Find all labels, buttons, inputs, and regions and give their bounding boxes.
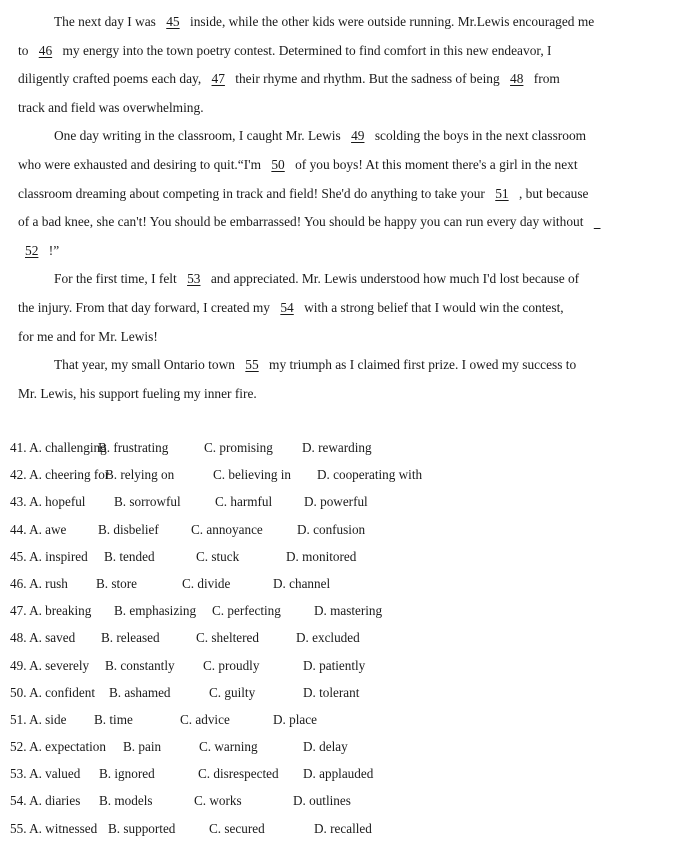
option-text: C. perfecting — [212, 603, 281, 619]
option-c — [196, 624, 259, 651]
passage-text: my triumph as I claimed first prize. I owed my success to — [265, 357, 577, 373]
option-text: B. relying on — [105, 467, 175, 483]
option-c — [204, 434, 273, 461]
passage-line — [18, 380, 682, 409]
question-number: 48. — [10, 630, 27, 646]
option-c — [194, 787, 242, 814]
option-text: A. expectation — [29, 739, 106, 755]
option-a — [10, 760, 80, 787]
option-d — [303, 733, 348, 760]
option-b — [105, 461, 174, 488]
reading-passage — [18, 8, 682, 408]
option-c — [198, 760, 279, 787]
passage-text: with a strong belief that I would win the contest, — [300, 299, 564, 315]
question-number: 42. — [10, 467, 27, 483]
passage-text: for me and for Mr. Lewis! — [18, 328, 158, 344]
option-text: D. excluded — [296, 630, 360, 646]
option-a — [10, 434, 107, 461]
option-text: A. severely — [29, 657, 90, 673]
option-c — [196, 543, 239, 570]
passage-line — [18, 151, 682, 180]
option-text: C. promising — [204, 440, 273, 455]
option-c — [209, 679, 255, 706]
passage-line — [18, 208, 682, 237]
passage-text: For the first time, I felt — [54, 271, 181, 287]
option-text: C. guilty — [209, 684, 256, 700]
question-number: 41. — [10, 440, 27, 455]
passage-text: to — [18, 42, 32, 58]
option-b — [98, 434, 168, 461]
option-text: D. patiently — [303, 657, 366, 673]
option-text: C. annoyance — [191, 521, 263, 537]
option-text: B. disbelief — [98, 521, 159, 537]
option-text: B. time — [94, 711, 133, 727]
question-row-48 — [10, 624, 682, 651]
option-b — [101, 624, 160, 651]
option-a — [10, 597, 91, 624]
passage-text: !” — [45, 242, 60, 258]
option-text: A. challenging — [29, 440, 107, 455]
question-number: 46. — [10, 575, 27, 591]
option-text: C. works — [194, 793, 242, 809]
option-b — [105, 652, 175, 679]
question-number: 43. — [10, 494, 27, 510]
question-number: 45. — [10, 548, 27, 564]
option-d — [297, 516, 365, 543]
passage-line — [18, 8, 682, 37]
option-b — [123, 733, 161, 760]
blank-number: 54 — [280, 299, 294, 315]
passage-text: diligently crafted poems each day, — [18, 71, 205, 87]
option-a — [10, 543, 88, 570]
option-a — [10, 652, 89, 679]
passage-line — [18, 180, 682, 209]
option-c — [203, 652, 259, 679]
option-text: B. tended — [104, 548, 155, 564]
option-text: C. stuck — [196, 548, 240, 564]
option-d — [273, 706, 317, 733]
option-a — [10, 516, 66, 543]
passage-text: of a bad knee, she can't! You should be embarrassed! You should be happy you can run every day without — [18, 214, 587, 230]
passage-text: the injury. From that day forward, I created my — [18, 299, 274, 315]
option-b — [104, 543, 155, 570]
passage-text: , but because — [515, 185, 589, 201]
option-a — [10, 706, 66, 733]
question-row-41 — [10, 434, 682, 461]
option-text: B. ashamed — [109, 684, 171, 700]
option-a — [10, 461, 109, 488]
passage-line — [18, 237, 682, 266]
option-text: B. emphasizing — [114, 603, 197, 619]
passage-text: Mr. Lewis, his support fueling my inner fire. — [18, 385, 257, 401]
option-c — [182, 570, 230, 597]
option-text: C. disrespected — [198, 766, 279, 782]
option-b — [98, 516, 159, 543]
option-text: B. supported — [108, 820, 176, 836]
blank-number: 51 — [495, 185, 509, 201]
question-row-51 — [10, 706, 682, 733]
option-text: C. secured — [209, 820, 265, 836]
option-text: B. models — [99, 793, 153, 809]
option-text: C. harmful — [215, 494, 273, 510]
blank-number: 49 — [351, 128, 365, 144]
passage-text: inside, while the other kids were outside running. Mr.Lewis encouraged me — [186, 14, 595, 29]
option-text: A. breaking — [29, 603, 92, 619]
option-c — [199, 733, 258, 760]
passage-line — [18, 94, 682, 123]
option-a — [10, 787, 80, 814]
passage-text: The next day I was — [54, 14, 160, 29]
passage-text: That year, my small Ontario town — [54, 357, 239, 373]
passage-text: classroom dreaming about competing in track and field! She'd do anything to take your — [18, 185, 489, 201]
option-c — [213, 461, 291, 488]
question-number: 49. — [10, 657, 27, 673]
passage-text: from — [530, 71, 560, 87]
option-text: B. constantly — [105, 657, 175, 673]
blank-number: 52 — [25, 242, 39, 258]
option-b — [114, 597, 196, 624]
question-row-42 — [10, 461, 682, 488]
option-a — [10, 570, 68, 597]
blank-number: 50 — [271, 156, 285, 172]
passage-text: track and field was overwhelming. — [18, 99, 204, 115]
question-number: 52. — [10, 739, 27, 755]
option-text: B. frustrating — [98, 440, 169, 455]
option-text: D. recalled — [314, 820, 372, 836]
blank-number: 45 — [166, 14, 180, 29]
question-row-54 — [10, 787, 682, 814]
option-a — [10, 488, 85, 515]
option-d — [303, 652, 365, 679]
passage-line — [18, 122, 682, 151]
option-text: B. sorrowful — [114, 494, 181, 510]
passage-line — [18, 265, 682, 294]
question-number: 55. — [10, 820, 27, 836]
option-a — [10, 679, 95, 706]
passage-text: my energy into the town poetry contest. Determined to find comfort in this new endeavor, I — [59, 42, 552, 58]
blank-number: 47 — [211, 71, 225, 87]
passage-line — [18, 323, 682, 352]
question-number: 47. — [10, 603, 27, 619]
passage-line — [18, 37, 682, 66]
option-text: B. released — [101, 630, 160, 646]
option-a — [10, 733, 106, 760]
blank-number — [587, 214, 608, 229]
option-d — [302, 434, 372, 461]
option-text: D. rewarding — [302, 440, 372, 455]
question-number: 53. — [10, 766, 27, 782]
option-b — [114, 488, 181, 515]
option-a — [10, 624, 75, 651]
option-text: D. applauded — [303, 766, 374, 782]
option-text: A. inspired — [29, 548, 88, 564]
option-text: B. store — [96, 575, 138, 591]
blank-number: 48 — [510, 71, 524, 87]
option-text: D. tolerant — [303, 684, 360, 700]
option-text: A. confident — [29, 684, 95, 700]
question-row-49 — [10, 652, 682, 679]
passage-text: and appreciated. Mr. Lewis understood how much I'd lost because of — [207, 271, 580, 287]
question-number: 44. — [10, 521, 27, 537]
blank-number: 55 — [245, 357, 259, 373]
option-text: D. outlines — [293, 793, 351, 809]
option-c — [180, 706, 230, 733]
option-d — [303, 760, 373, 787]
option-text: A. hopeful — [29, 494, 86, 510]
option-d — [314, 597, 382, 624]
option-text: A. rush — [29, 575, 68, 591]
blank-number: 53 — [187, 271, 201, 287]
option-text: B. ignored — [99, 766, 155, 782]
passage-text: their rhyme and rhythm. But the sadness of being — [231, 71, 504, 87]
question-row-47 — [10, 597, 682, 624]
question-row-53 — [10, 760, 682, 787]
option-text: D. channel — [273, 575, 331, 591]
option-c — [191, 516, 263, 543]
passage-line — [18, 294, 682, 323]
option-text: C. believing in — [213, 467, 292, 483]
option-text: C. sheltered — [196, 630, 259, 646]
option-text: A. diaries — [29, 793, 81, 809]
question-number: 54. — [10, 793, 27, 809]
passage-line — [18, 351, 682, 380]
option-d — [293, 787, 351, 814]
question-number: 50. — [10, 684, 27, 700]
option-d — [286, 543, 356, 570]
answer-options-list — [10, 434, 682, 842]
option-text: C. divide — [182, 575, 231, 591]
passage-text: One day writing in the classroom, I caught Mr. Lewis — [54, 128, 345, 144]
option-d — [296, 624, 360, 651]
blank-number: 46 — [38, 42, 53, 58]
option-d — [303, 679, 359, 706]
option-c — [215, 488, 272, 515]
option-text: C. proudly — [203, 657, 260, 673]
option-b — [109, 679, 171, 706]
option-d — [304, 488, 368, 515]
option-b — [96, 570, 137, 597]
option-text: A. valued — [29, 766, 81, 782]
question-number: 51. — [10, 711, 27, 727]
option-text: D. confusion — [297, 521, 366, 537]
question-row-45 — [10, 543, 682, 570]
option-b — [99, 787, 152, 814]
question-row-44 — [10, 516, 682, 543]
option-b — [99, 760, 155, 787]
option-text: A. awe — [29, 521, 67, 537]
option-text: D. mastering — [314, 603, 383, 619]
option-text: A. saved — [29, 630, 76, 646]
option-text: B. pain — [123, 739, 162, 755]
question-row-43 — [10, 488, 682, 515]
question-row-52 — [10, 733, 682, 760]
option-text: C. advice — [180, 711, 230, 727]
option-text: D. delay — [303, 739, 348, 755]
option-text: D. powerful — [304, 494, 368, 510]
option-b — [94, 706, 133, 733]
option-text: A. side — [29, 711, 67, 727]
question-row-46 — [10, 570, 682, 597]
question-row-50 — [10, 679, 682, 706]
option-text: D. monitored — [286, 548, 357, 564]
passage-text: of you boys! At this moment there's a girl in the next — [291, 156, 578, 172]
option-text: C. warning — [199, 739, 258, 755]
passage-line — [18, 65, 682, 94]
passage-text: who were exhausted and desiring to quit.“I'm — [18, 156, 265, 172]
option-d — [317, 461, 422, 488]
option-d — [273, 570, 330, 597]
option-text: D. cooperating with — [317, 467, 423, 483]
option-text: A. witnessed — [29, 820, 98, 836]
option-text: D. place — [273, 711, 317, 727]
option-c — [212, 597, 281, 624]
option-text: A. cheering for — [29, 467, 110, 483]
passage-text: scolding the boys in the next classroom — [371, 128, 587, 144]
